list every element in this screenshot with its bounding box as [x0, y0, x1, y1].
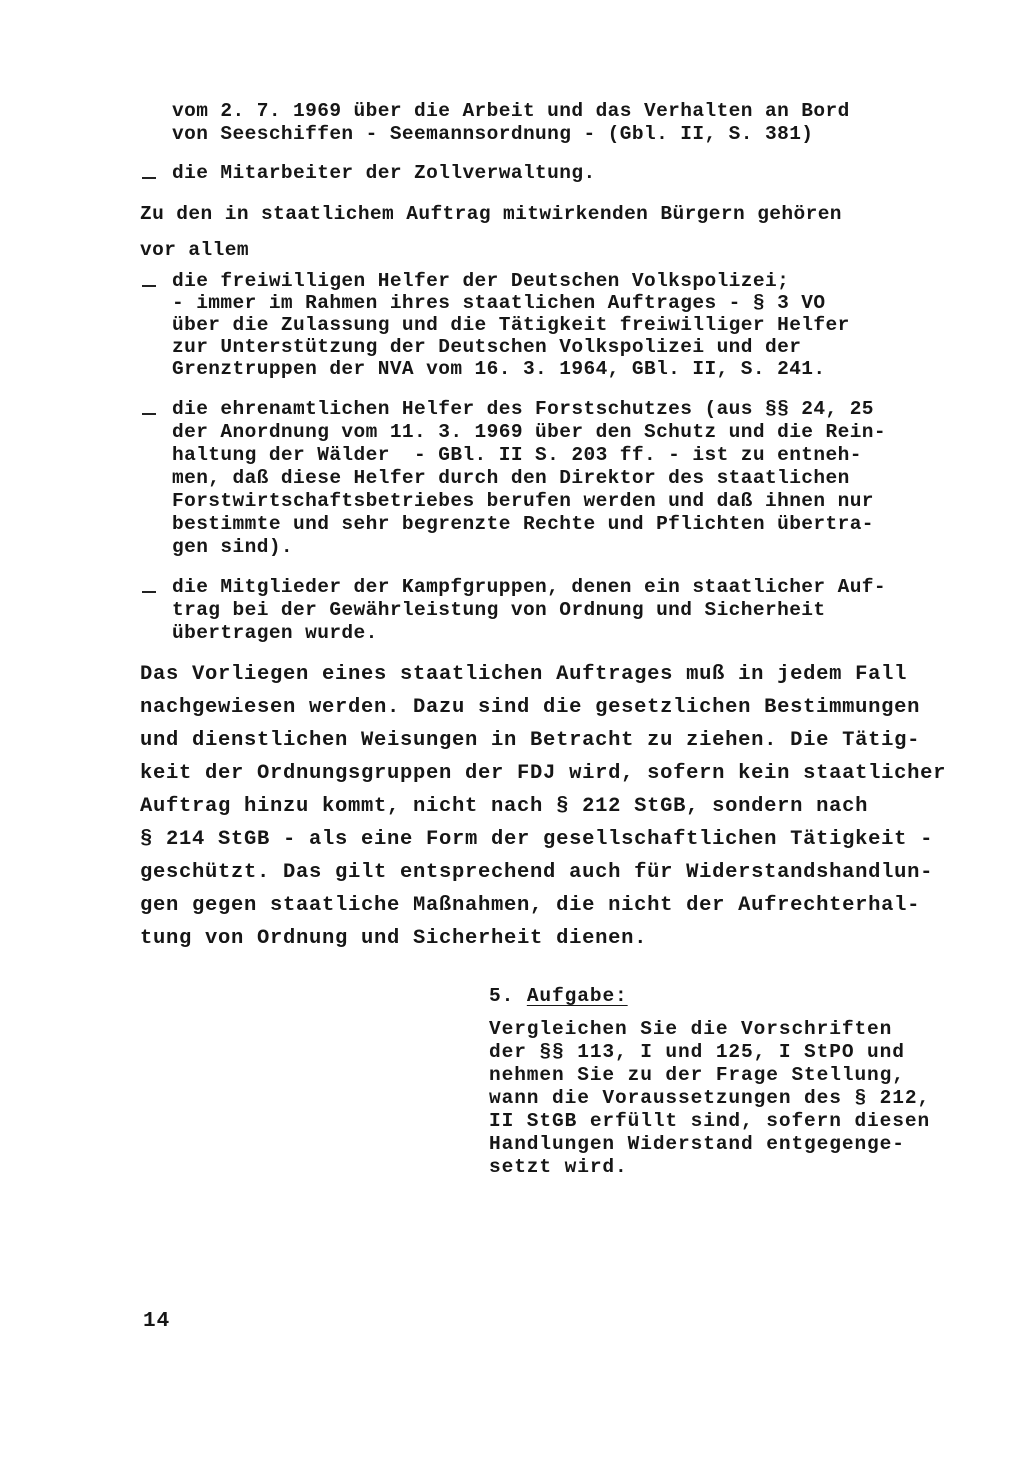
bullet-3-line-3: übertragen wurde.	[172, 622, 378, 644]
page-number: 14	[143, 1310, 171, 1333]
task-line: Vergleichen Sie die Vorschriften	[489, 1018, 893, 1040]
paragraph-line: gen gegen staatliche Maßnahmen, die nicht der Aufrechterhal-	[140, 894, 921, 917]
bullet-3-line-2: trag bei der Gewährleistung von Ordnung und Sicherheit	[172, 599, 826, 621]
bullet-1-line-5: Grenztruppen der NVA vom 16. 3. 1964, GBl. II, S. 241.	[172, 358, 826, 380]
intro-line-2: von Seeschiffen - Seemannsordnung - (Gbl. II, S. 381)	[172, 123, 814, 145]
section-intro-line-2: vor allem	[140, 239, 249, 261]
bullet-dash	[142, 285, 156, 287]
task-line: wann die Voraussetzungen des § 212,	[489, 1087, 931, 1109]
section-intro-line-1: Zu den in staatlichem Auftrag mitwirkenden Bürgern gehören	[140, 203, 842, 225]
bullet-2-line-5: Forstwirtschaftsbetriebes berufen werden und daß ihnen nur	[172, 490, 874, 512]
bullet-1-line-3: über die Zulassung und die Tätigkeit freiwilliger Helfer	[172, 314, 850, 336]
bullet-1-line-1: die freiwilligen Helfer der Deutschen Volkspolizei;	[172, 270, 790, 292]
bullet-2-line-1: die ehrenamtlichen Helfer des Forstschutzes (aus §§ 24, 25	[172, 398, 874, 420]
paragraph-line: § 214 StGB - als eine Form der gesellschaftlichen Tätigkeit -	[140, 828, 934, 851]
bullet-zoll-text: die Mitarbeiter der Zollverwaltung.	[172, 162, 596, 184]
bullet-2-line-6: bestimmte und sehr begrenzte Rechte und Pflichten übertra-	[172, 513, 874, 535]
bullet-dash	[142, 177, 156, 179]
bullet-2-line-3: haltung der Wälder - GBl. II S. 203 ff. - ist zu entneh-	[172, 444, 862, 466]
task-number: 5.	[489, 985, 515, 1007]
bullet-3-line-1: die Mitglieder der Kampfgruppen, denen ein staatlicher Auf-	[172, 576, 887, 598]
intro-line-1: vom 2. 7. 1969 über die Arbeit und das Verhalten an Bord	[172, 100, 850, 122]
paragraph-line: Auftrag hinzu kommt, nicht nach § 212 StGB, sondern nach	[140, 795, 869, 818]
task-line: Handlungen Widerstand entgegenge-	[489, 1133, 905, 1155]
bullet-dash	[142, 591, 156, 593]
task-heading	[489, 985, 628, 1007]
paragraph-line: geschützt. Das gilt entsprechend auch für Widerstandshandlun-	[140, 861, 934, 884]
paragraph-line: Das Vorliegen eines staatlichen Auftrages muß in jedem Fall	[140, 663, 908, 686]
task-line: nehmen Sie zu der Frage Stellung,	[489, 1064, 905, 1086]
bullet-dash	[142, 413, 156, 415]
paragraph-line: und dienstlichen Weisungen in Betracht zu ziehen. Die Tätig-	[140, 729, 921, 752]
bullet-2-line-4: men, daß diese Helfer durch den Direktor des staatlichen	[172, 467, 850, 489]
bullet-2-line-2: der Anordnung vom 11. 3. 1969 über den Schutz und die Rein-	[172, 421, 887, 443]
bullet-1-line-2: - immer im Rahmen ihres staatlichen Auftrages - § 3 VO	[172, 292, 826, 314]
task-line: II StGB erfüllt sind, sofern diesen	[489, 1110, 931, 1132]
task-title: Aufgabe:	[526, 985, 628, 1007]
task-line: der §§ 113, I und 125, I StPO und	[489, 1041, 905, 1063]
paragraph-line: nachgewiesen werden. Dazu sind die gesetzlichen Bestimmungen	[140, 696, 921, 719]
paragraph-line: keit der Ordnungsgruppen der FDJ wird, sofern kein staatlicher	[140, 762, 947, 785]
task-line: setzt wird.	[489, 1156, 628, 1178]
bullet-1-line-4: zur Unterstützung der Deutschen Volkspolizei und der	[172, 336, 802, 358]
bullet-2-line-7: gen sind).	[172, 536, 294, 558]
paragraph-line: tung von Ordnung und Sicherheit dienen.	[140, 927, 648, 950]
